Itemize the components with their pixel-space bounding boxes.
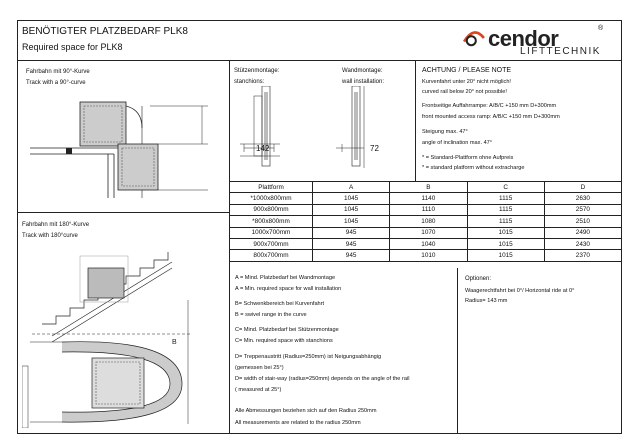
track90-drawing <box>30 88 220 206</box>
legend-line: D= Treppenaustritt (Radius=250mm) ist Neigungsabhängig <box>235 354 382 360</box>
note-line: * = Standard-Plattform ohne Aufpreis <box>422 155 514 161</box>
mounting-drawing <box>240 86 410 178</box>
table-cell: 2630 <box>544 193 621 204</box>
table-cell: 2370 <box>544 250 621 261</box>
wall-label-de: Wandmontage: <box>342 68 383 74</box>
col-header-platform: Plattform <box>230 182 313 193</box>
table-cell: 945 <box>313 238 390 249</box>
registered-mark: ® <box>598 25 604 32</box>
dimensions-table <box>229 181 622 262</box>
legend-line: B= Schwenkbereich bei Kurvenfahrt <box>235 301 325 307</box>
table-row <box>230 227 622 238</box>
ascendor-logo <box>462 25 612 61</box>
col-header-d: D <box>544 182 621 193</box>
logo-subtitle: LIFTTECHNIK <box>520 46 601 57</box>
note-line: Frontseitige Auffahrrampe: A/B/C +150 mm D+300mm <box>422 103 557 109</box>
table-cell: 1010 <box>390 250 467 261</box>
table-cell: *800x800mm <box>230 216 313 227</box>
note-line: Kurvenfahrt unter 20° nicht möglich! <box>422 79 511 85</box>
table-cell: 2490 <box>544 227 621 238</box>
track180-label-de: Fahrbahn mit 180°-Kurve <box>22 222 90 228</box>
table-cell: 1080 <box>390 216 467 227</box>
col-header-c: C <box>467 182 544 193</box>
options-divider <box>457 268 458 434</box>
table-cell: 1115 <box>467 204 544 215</box>
note-line: Steigung max. 47° <box>422 129 468 135</box>
track90-label-en: Track with a 90°-curve <box>26 80 86 86</box>
wall-label-en: wall installation: <box>342 79 385 85</box>
table-cell: 1045 <box>313 216 390 227</box>
legend-line: C= Mind. Platzbedarf bei Stützenmontage <box>235 327 339 333</box>
table-cell: 900x800mm <box>230 204 313 215</box>
table-cell: 2430 <box>544 238 621 249</box>
note-divider <box>415 60 416 181</box>
legend-line: A = Mind. Platzbedarf bei Wandmontage <box>235 275 336 281</box>
track90-label-de: Fahrbahn mit 90°-Kurve <box>26 69 90 75</box>
table-cell: 2570 <box>544 204 621 215</box>
table-row <box>230 216 622 227</box>
table-cell: 900x700mm <box>230 238 313 249</box>
wall-dimension: 72 <box>370 144 379 153</box>
track180-dim-b: B <box>172 339 177 346</box>
note-line: curved rail below 20° not possible! <box>422 89 507 95</box>
legend-line: D= width of stair-way (radius=250mm) depends on the angle of the rail <box>235 376 410 382</box>
note-line: * = standard platform without extracharge <box>422 165 525 171</box>
table-cell: *1000x800mm <box>230 193 313 204</box>
table-cell: 1000x700mm <box>230 227 313 238</box>
table-cell: 1015 <box>467 250 544 261</box>
table-cell: 945 <box>313 250 390 261</box>
page-title: BENÖTIGTER PLATZBEDARF PLK8 <box>22 26 188 37</box>
logo-swoosh-icon <box>462 29 486 47</box>
note-line: angle of inclination max. 47° <box>422 140 493 146</box>
track-divider <box>17 212 229 213</box>
table-cell: 1115 <box>467 216 544 227</box>
legend-line: All measurements are related to the radius 250mm <box>235 420 361 426</box>
page-subtitle: Required space for PLK8 <box>22 42 123 52</box>
legend-line: (gemessen bei 25°) <box>235 365 284 371</box>
options-heading: Optionen: <box>465 276 492 282</box>
table-cell: 1140 <box>390 193 467 204</box>
legend-line: B = swivel range in the curve <box>235 312 307 318</box>
table-row <box>230 193 622 204</box>
table-cell: 1015 <box>467 238 544 249</box>
legend-line: ( measured at 25°) <box>235 387 282 393</box>
col-header-b: B <box>390 182 467 193</box>
table-cell: 1045 <box>313 204 390 215</box>
options-line-2: Radius= 143 mm <box>465 298 508 304</box>
options-line-1: Waagerechtfahrt bei 0°/ Horizontal ride at 0° <box>465 288 575 294</box>
stanchion-label-de: Stützenmontage: <box>234 68 280 74</box>
track180-drawing <box>22 238 224 428</box>
stanchion-dimension: 142 <box>256 144 270 153</box>
table-cell: 800x700mm <box>230 250 313 261</box>
table-cell: 2510 <box>544 216 621 227</box>
track180-label-en: Track with 180°curve <box>22 233 78 239</box>
table-cell: 1110 <box>390 204 467 215</box>
stanchion-label-en: stanchions: <box>234 79 265 85</box>
legend-line: C= Min. required space with stanchions <box>235 338 333 344</box>
table-header-row <box>230 182 622 193</box>
table-cell: 1045 <box>313 193 390 204</box>
table-cell: 1015 <box>467 227 544 238</box>
table-row <box>230 250 622 261</box>
logo-wordmark: cendor <box>488 26 559 51</box>
table-row <box>230 238 622 249</box>
table-cell: 1115 <box>467 193 544 204</box>
note-line: front mounted access ramp: A/B/C +150 mm D+300mm <box>422 114 560 120</box>
col-header-a: A <box>313 182 390 193</box>
legend-line: A = Min. required space for wall installation <box>235 286 342 292</box>
table-cell: 1070 <box>390 227 467 238</box>
note-heading: ACHTUNG / PLEASE NOTE <box>422 67 512 74</box>
table-cell: 1040 <box>390 238 467 249</box>
legend-line: Alle Abmessungen beziehen sich auf den Radius 250mm <box>235 408 377 414</box>
table-row <box>230 204 622 215</box>
table-cell: 945 <box>313 227 390 238</box>
